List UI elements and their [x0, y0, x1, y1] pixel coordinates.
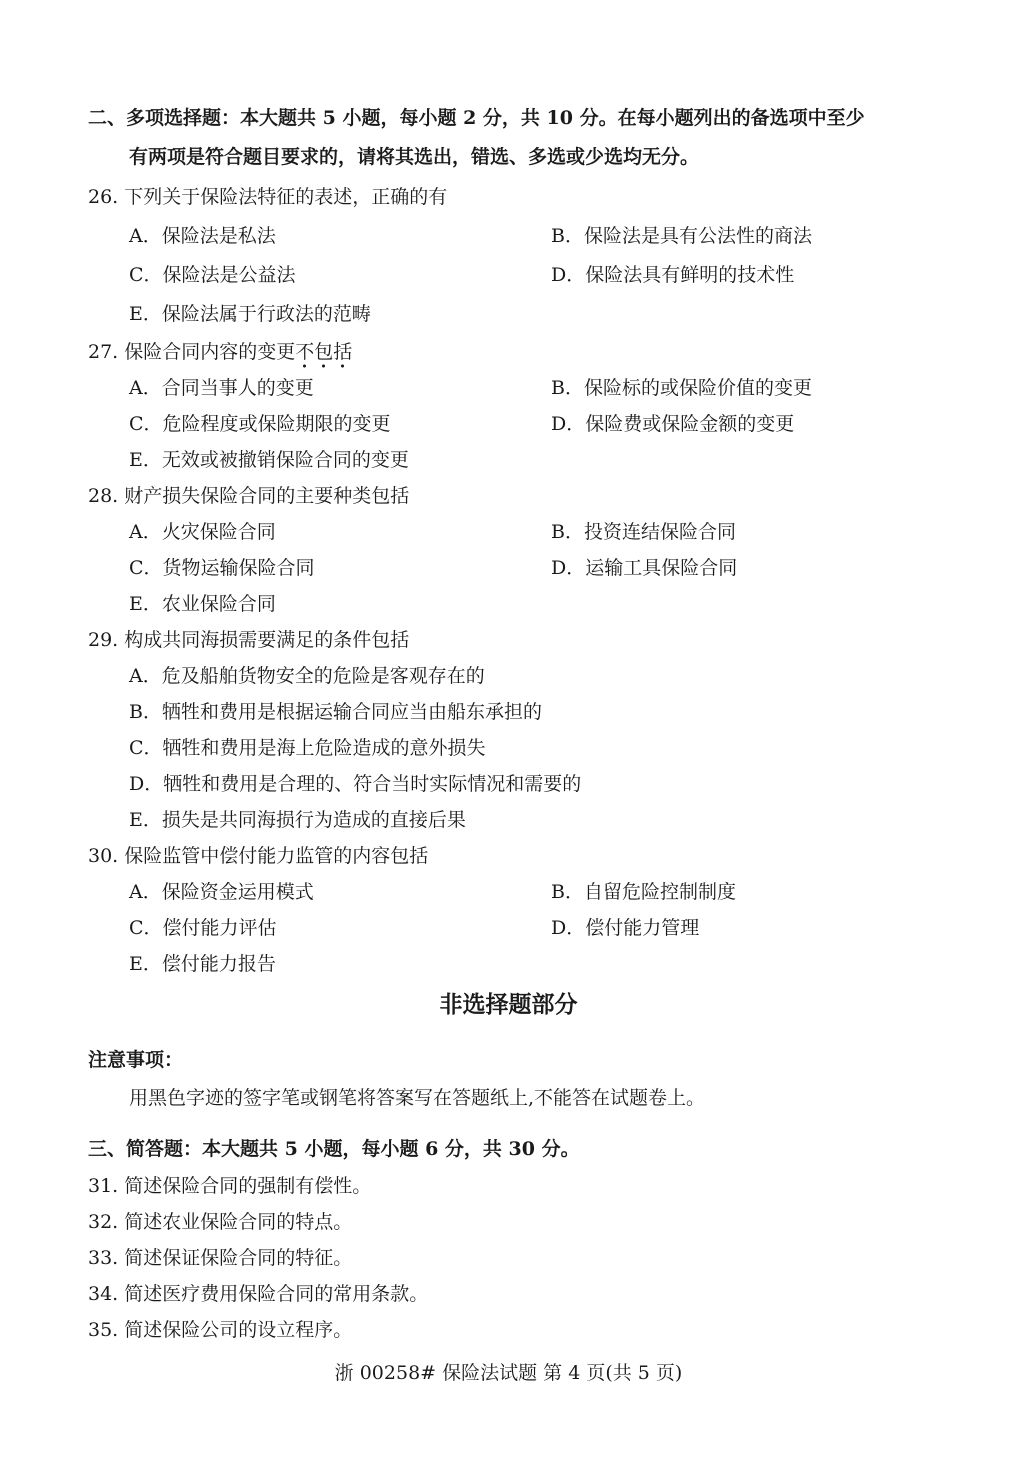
notice-text: 用黑色字迹的签字笔或钢笔将答案写在答题纸上,不能答在试题卷上。 [129, 1087, 706, 1109]
question-text: 简述农业保险合同的特点。 [124, 1211, 353, 1233]
question-number: 31. [88, 1175, 119, 1197]
section2-header-line1: 二、多项选择题：本大题共 5 小题，每小题 2 分，共 10 分。在每小题列出的备选项中至少 [88, 107, 865, 129]
question-number: 33. [88, 1247, 119, 1269]
q26-option-b: B．保险法是具有公法性的商法 [551, 225, 812, 247]
q27-option-b: B．保险标的或保险价值的变更 [551, 377, 812, 399]
q27-option-c: C．危险程度或保险期限的变更 [129, 413, 391, 435]
q29-option-e: E．损失是共同海损行为造成的直接后果 [129, 809, 466, 831]
question-number: 26. [88, 186, 119, 208]
question-28-stem [88, 483, 409, 509]
question-text: 财产损失保险合同的主要种类包括 [124, 485, 410, 507]
q28-option-e: E．农业保险合同 [129, 593, 276, 615]
question-text: 下列关于保险法特征的表述，正确的有 [124, 186, 448, 208]
question-text: 简述医疗费用保险合同的常用条款。 [124, 1283, 429, 1305]
q29-option-c: C．牺牲和费用是海上危险造成的意外损失 [129, 737, 486, 759]
q30-option-e: E．偿付能力报告 [129, 953, 276, 975]
page-footer: 浙 00258# 保险法试题 第 4 页(共 5 页) [334, 1362, 683, 1384]
emphasis-dotted-text: 不包括 [295, 341, 352, 369]
q28-option-b: B．投资连结保险合同 [551, 521, 736, 543]
question-number: 34. [88, 1283, 119, 1305]
question-text: 简述保险合同的强制有偿性。 [124, 1175, 372, 1197]
question-number: 35. [88, 1319, 119, 1341]
question-27-stem [88, 339, 352, 365]
question-number: 28. [88, 485, 119, 507]
question-text: 简述保证保险合同的特征。 [124, 1247, 353, 1269]
section2-header-line2: 有两项是符合题目要求的，请将其选出，错选、多选或少选均无分。 [129, 146, 700, 168]
short-question-33 [88, 1245, 352, 1271]
q26-option-d: D．保险法具有鲜明的技术性 [551, 264, 795, 286]
q27-option-d: D．保险费或保险金额的变更 [551, 413, 795, 435]
question-number: 32. [88, 1211, 119, 1233]
q28-option-a: A．火灾保险合同 [129, 521, 276, 543]
question-26-stem [88, 184, 447, 210]
short-question-34 [88, 1281, 428, 1307]
question-text: 保险合同内容的变更 [124, 341, 296, 363]
q28-option-c: C．货物运输保险合同 [129, 557, 315, 579]
q26-option-a: A．保险法是私法 [129, 225, 276, 247]
question-text: 简述保险公司的设立程序。 [124, 1319, 353, 1341]
short-question-31 [88, 1173, 371, 1199]
q26-option-e: E．保险法属于行政法的范畴 [129, 303, 371, 325]
section3-header: 三、简答题：本大题共 5 小题，每小题 6 分，共 30 分。 [88, 1138, 580, 1160]
short-question-35 [88, 1317, 352, 1343]
q27-option-e: E．无效或被撤销保险合同的变更 [129, 449, 409, 471]
question-text: 保险监管中偿付能力监管的内容包括 [124, 845, 429, 867]
q30-option-d: D．偿付能力管理 [551, 917, 700, 939]
q30-option-c: C．偿付能力评估 [129, 917, 277, 939]
q27-option-a: A．合同当事人的变更 [129, 377, 314, 399]
question-text: 构成共同海损需要满足的条件包括 [124, 629, 410, 651]
question-number: 29. [88, 629, 119, 651]
q30-option-a: A．保险资金运用模式 [129, 881, 314, 903]
q26-option-c: C．保险法是公益法 [129, 264, 296, 286]
question-30-stem [88, 843, 428, 869]
q29-option-a: A．危及船舶货物安全的危险是客观存在的 [129, 665, 485, 687]
notice-label: 注意事项： [88, 1049, 184, 1071]
q30-option-b: B．自留危险控制制度 [551, 881, 736, 903]
q29-option-d: D．牺牲和费用是合理的、符合当时实际情况和需要的 [129, 773, 582, 795]
nonchoice-section-title: 非选择题部分 [439, 991, 578, 1018]
question-number: 27. [88, 341, 119, 363]
short-question-32 [88, 1209, 352, 1235]
q28-option-d: D．运输工具保险合同 [551, 557, 738, 579]
q29-option-b: B．牺牲和费用是根据运输合同应当由船东承担的 [129, 701, 542, 723]
question-29-stem [88, 627, 409, 653]
question-number: 30. [88, 845, 119, 867]
